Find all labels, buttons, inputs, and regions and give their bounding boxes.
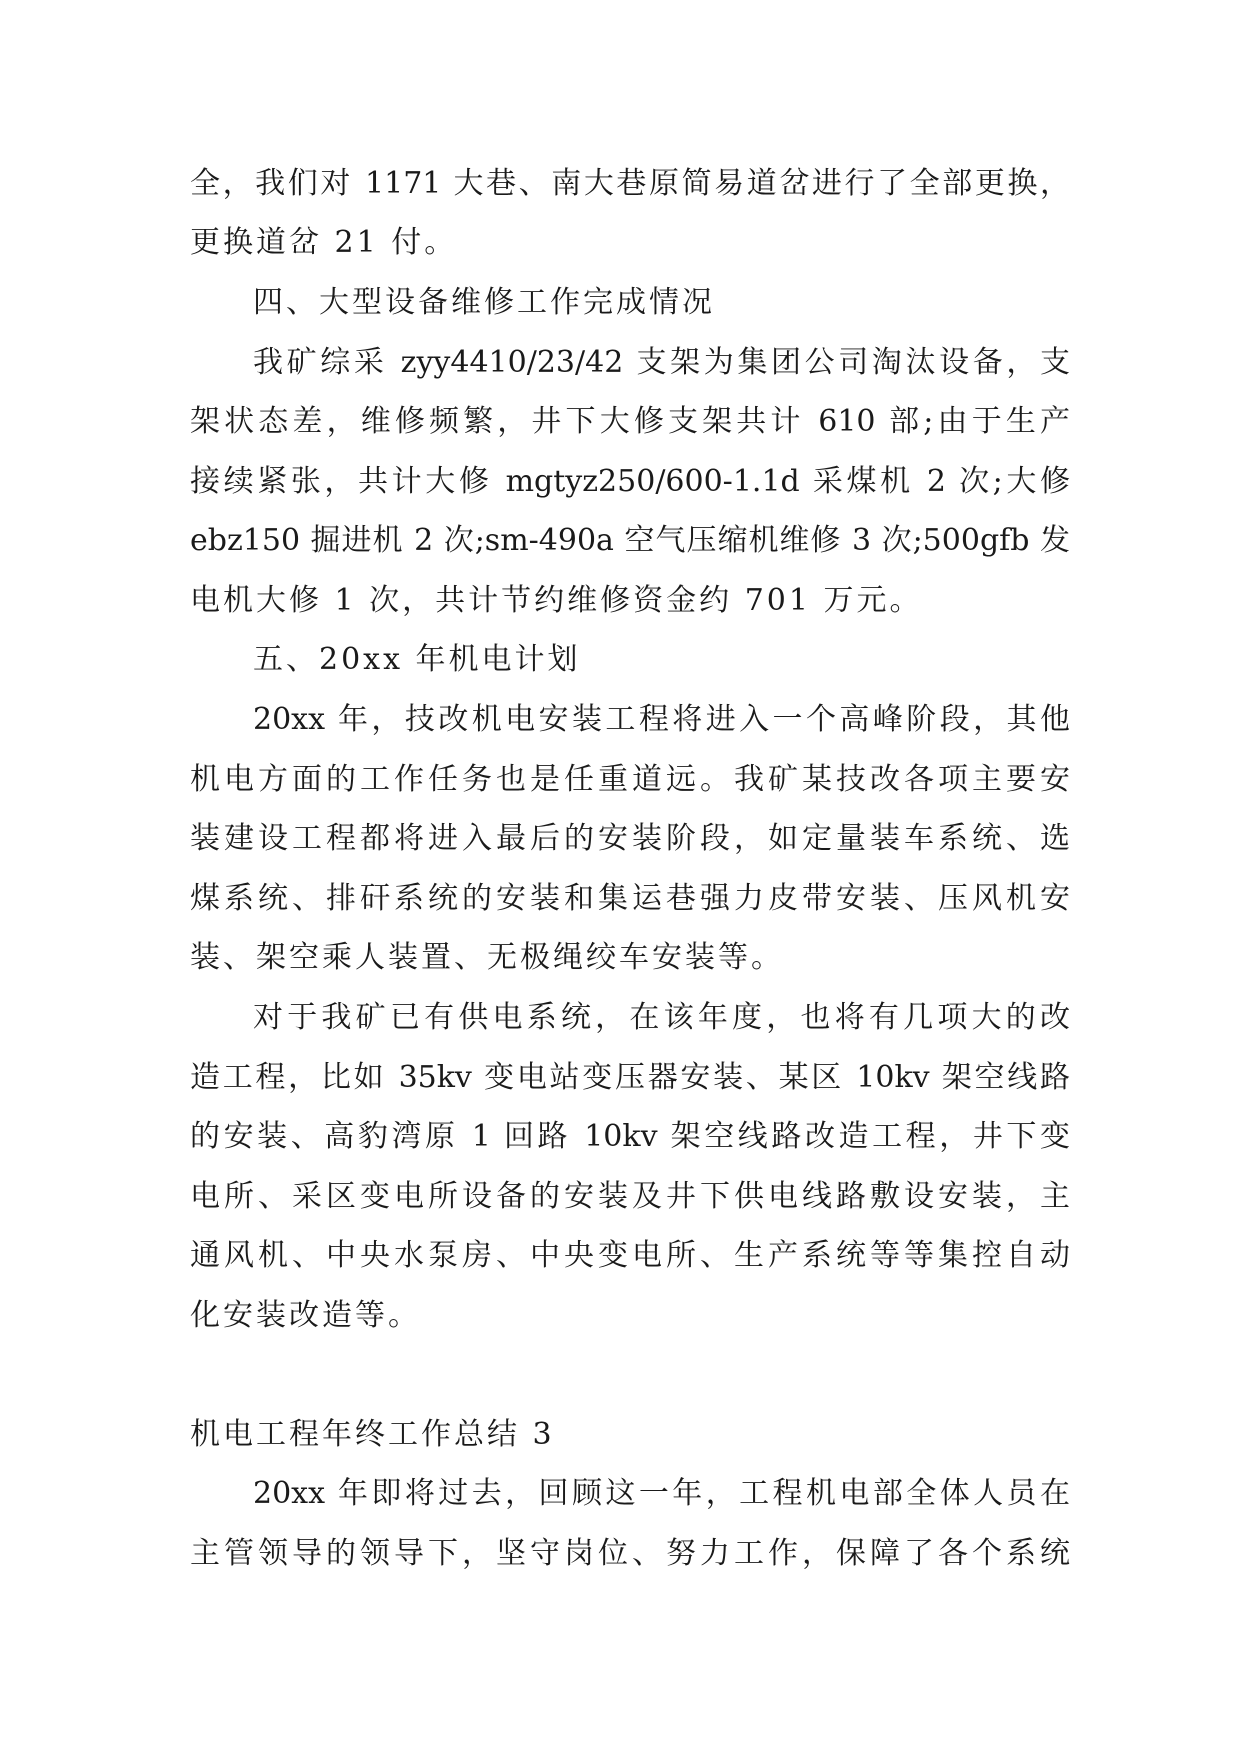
paragraph-line: 架状态差，维修频繁，井下大修支架共计 610 部;由于生产 bbox=[190, 404, 1070, 439]
paragraph-line: 主管领导的领导下，坚守岗位、努力工作，保障了各个系统 bbox=[190, 1536, 1070, 1571]
paragraph-line: 接续紧张，共计大修 mgtyz250/600-1.1d 采煤机 2 次;大修 bbox=[190, 464, 1070, 499]
paragraph-line: 全，我们对 1171 大巷、南大巷原简易道岔进行了全部更换， bbox=[190, 166, 1070, 201]
paragraph-line: 的安装、高豹湾原 1 回路 10kv 架空线路改造工程，井下变 bbox=[190, 1119, 1070, 1154]
paragraph-line: 造工程，比如 35kv 变电站变压器安装、某区 10kv 架空线路 bbox=[190, 1060, 1070, 1095]
paragraph-line: 我矿综采 zyy4410/23/42 支架为集团公司淘汰设备，支 bbox=[253, 345, 1070, 380]
section-heading: 四、大型设备维修工作完成情况 bbox=[253, 285, 715, 320]
paragraph-line: 通风机、中央水泵房、中央变电所、生产系统等等集控自动 bbox=[190, 1238, 1070, 1273]
paragraph-line: 装建设工程都将进入最后的安装阶段，如定量装车系统、选 bbox=[190, 821, 1070, 856]
paragraph-line: 20xx 年即将过去，回顾这一年，工程机电部全体人员在 bbox=[253, 1476, 1070, 1511]
document-title: 机电工程年终工作总结 3 bbox=[190, 1417, 555, 1452]
paragraph-line: 煤系统、排矸系统的安装和集运巷强力皮带安装、压风机安 bbox=[190, 881, 1070, 916]
paragraph-line: 电所、采区变电所设备的安装及井下供电线路敷设安装，主 bbox=[190, 1179, 1070, 1214]
paragraph-line: 更换道岔 21 付。 bbox=[190, 225, 458, 260]
paragraph-line: 化安装改造等。 bbox=[190, 1298, 421, 1333]
paragraph-line: 机电方面的工作任务也是任重道远。我矿某技改各项主要安 bbox=[190, 762, 1070, 797]
paragraph-line: 对于我矿已有供电系统，在该年度，也将有几项大的改 bbox=[253, 1000, 1070, 1035]
paragraph-line: 20xx 年，技改机电安装工程将进入一个高峰阶段，其他 bbox=[253, 702, 1070, 737]
paragraph-line: 装、架空乘人装置、无极绳绞车安装等。 bbox=[190, 940, 784, 975]
paragraph-line: ebz150 掘进机 2 次;sm-490a 空气压缩机维修 3 次;500gfb 发 bbox=[190, 523, 1070, 558]
section-heading: 五、20xx 年机电计划 bbox=[253, 642, 581, 677]
paragraph-line: 电机大修 1 次，共计节约维修资金约 701 万元。 bbox=[190, 583, 923, 618]
